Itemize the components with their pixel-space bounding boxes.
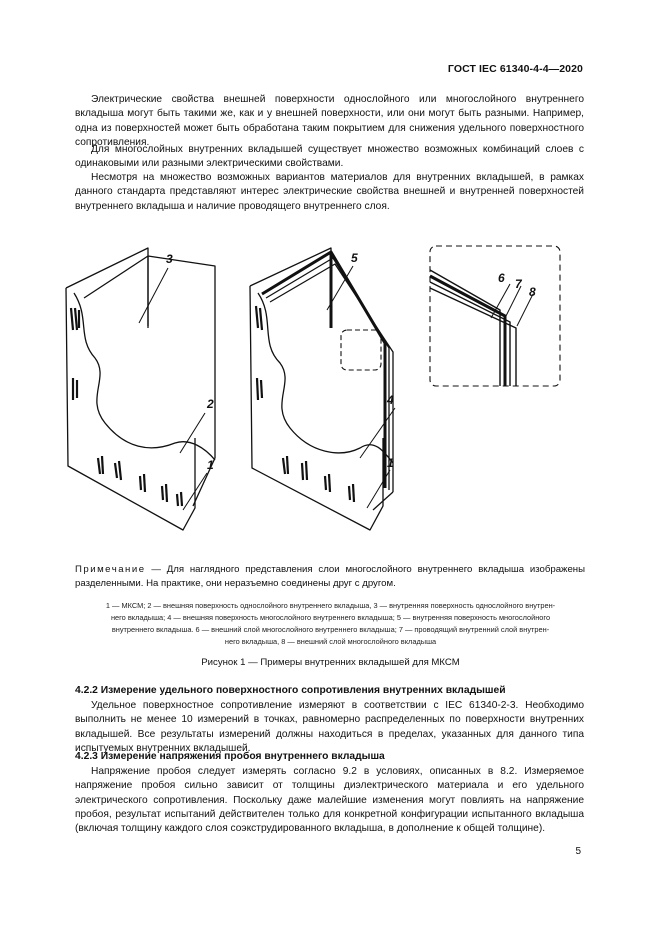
label-3: 3 — [166, 252, 173, 266]
figure-caption: Рисунок 1 — Примеры внутренних вкладышей для МКСМ — [201, 657, 460, 668]
label-1-left: 1 — [207, 458, 214, 472]
single-layer-liner-drawing — [66, 248, 215, 530]
note-label: Примечание — [75, 564, 146, 575]
section-4-2-3-heading: 4.2.3 Измерение напряжения пробоя внутреннего вкладыша — [75, 751, 385, 762]
intro-paragraph-2: Для многослойных внутренних вкладышей существует множество возможных комбинаций слоев с одинаковыми или разными электрическими свойствами. — [75, 144, 584, 170]
section-4-2-2-paragraph: Удельное поверхностное сопротивление измеряют в соответствии с IEC 61340-2-3. Необходимо выполнить не менее 10 измерений в точках, равномерно распределенных по поверхности внутренних вкладышей. Все результаты измерений должны находиться в пределах, указанных для данного типа испытуемых внутренних вкладышей. — [75, 700, 584, 754]
legend-line-4: него вкладыша, 8 — внешний слой многослойного вкладыша — [224, 637, 437, 646]
section-4-2-3-paragraph: Напряжение пробоя следует измерять согласно 9.2 в условиях, описанных в 8.2. Измеряемое напряжение пробоя сильно зависит от толщины диэлектрического материала и его удельного электрического сопротивления. Поскольку даже малейшие изменения могут повлиять на напряжение пробоя, результат испытаний действителен только для конкретной конфигурации испытанного вкладыша (включая толщину каждого слоя соэкструдированного вкладыша, в дополнение к общей толщине). — [75, 766, 584, 835]
figure-legend — [48, 600, 613, 648]
figure-note — [75, 563, 585, 591]
label-5: 5 — [351, 251, 358, 265]
label-4: 4 — [387, 393, 394, 407]
figure-inner-liners — [55, 238, 615, 538]
multilayer-liner-drawing — [250, 248, 395, 530]
legend-line-1: 1 — МКСМ; 2 — внешняя поверхность однослойного внутреннего вкладыша, 3 — внутренняя поверхность однослойного внутрен- — [105, 601, 556, 610]
note-text: — Для наглядного представления слои многослойного внутреннего вкладыша изображены разделенными. На практике, они неразъемно соединены друг с другом. — [75, 564, 585, 589]
label-1-middle: 1 — [387, 456, 394, 470]
intro-paragraph-3: Несмотря на множество возможных вариантов материалов для внутренних вкладышей, в рамках данного стандарта представляют интерес электрические свойства внешней и внутренней поверхностей внутреннего вкладыша и наличие проводящего внутреннего слоя. — [75, 172, 584, 212]
label-8: 8 — [529, 285, 536, 299]
legend-line-2: него вкладыша; 4 — внешняя поверхность многослойного внутреннего вкладыша; 5 — внутренняя поверхность многослойного — [110, 613, 551, 622]
section-4-2-2-heading: 4.2.2 Измерение удельного поверхностного сопротивления внутренних вкладышей — [75, 685, 506, 696]
intro-paragraph-1: Электрические свойства внешней поверхности однослойного или многослойного внутреннего вкладыша могут быть такими же, как и у внешней поверхности, или они могут быть разными. Например, одна из поверхностей может быть обработана таким покрытием для снижения удельного поверхностного сопротивления. — [75, 94, 584, 148]
label-7: 7 — [515, 277, 522, 291]
legend-line-3: внутреннего вкладыша. 6 — внешний слой многослойного внутреннего вкладыша; 7 — проводящий внутренний слой внутрен- — [111, 625, 550, 634]
page-number: 5 — [575, 846, 581, 857]
standard-code: ГОСТ IEC 61340-4-4—2020 — [447, 63, 583, 75]
label-6: 6 — [498, 271, 505, 285]
layer-detail-drawing — [430, 246, 560, 386]
label-2: 2 — [207, 397, 214, 411]
